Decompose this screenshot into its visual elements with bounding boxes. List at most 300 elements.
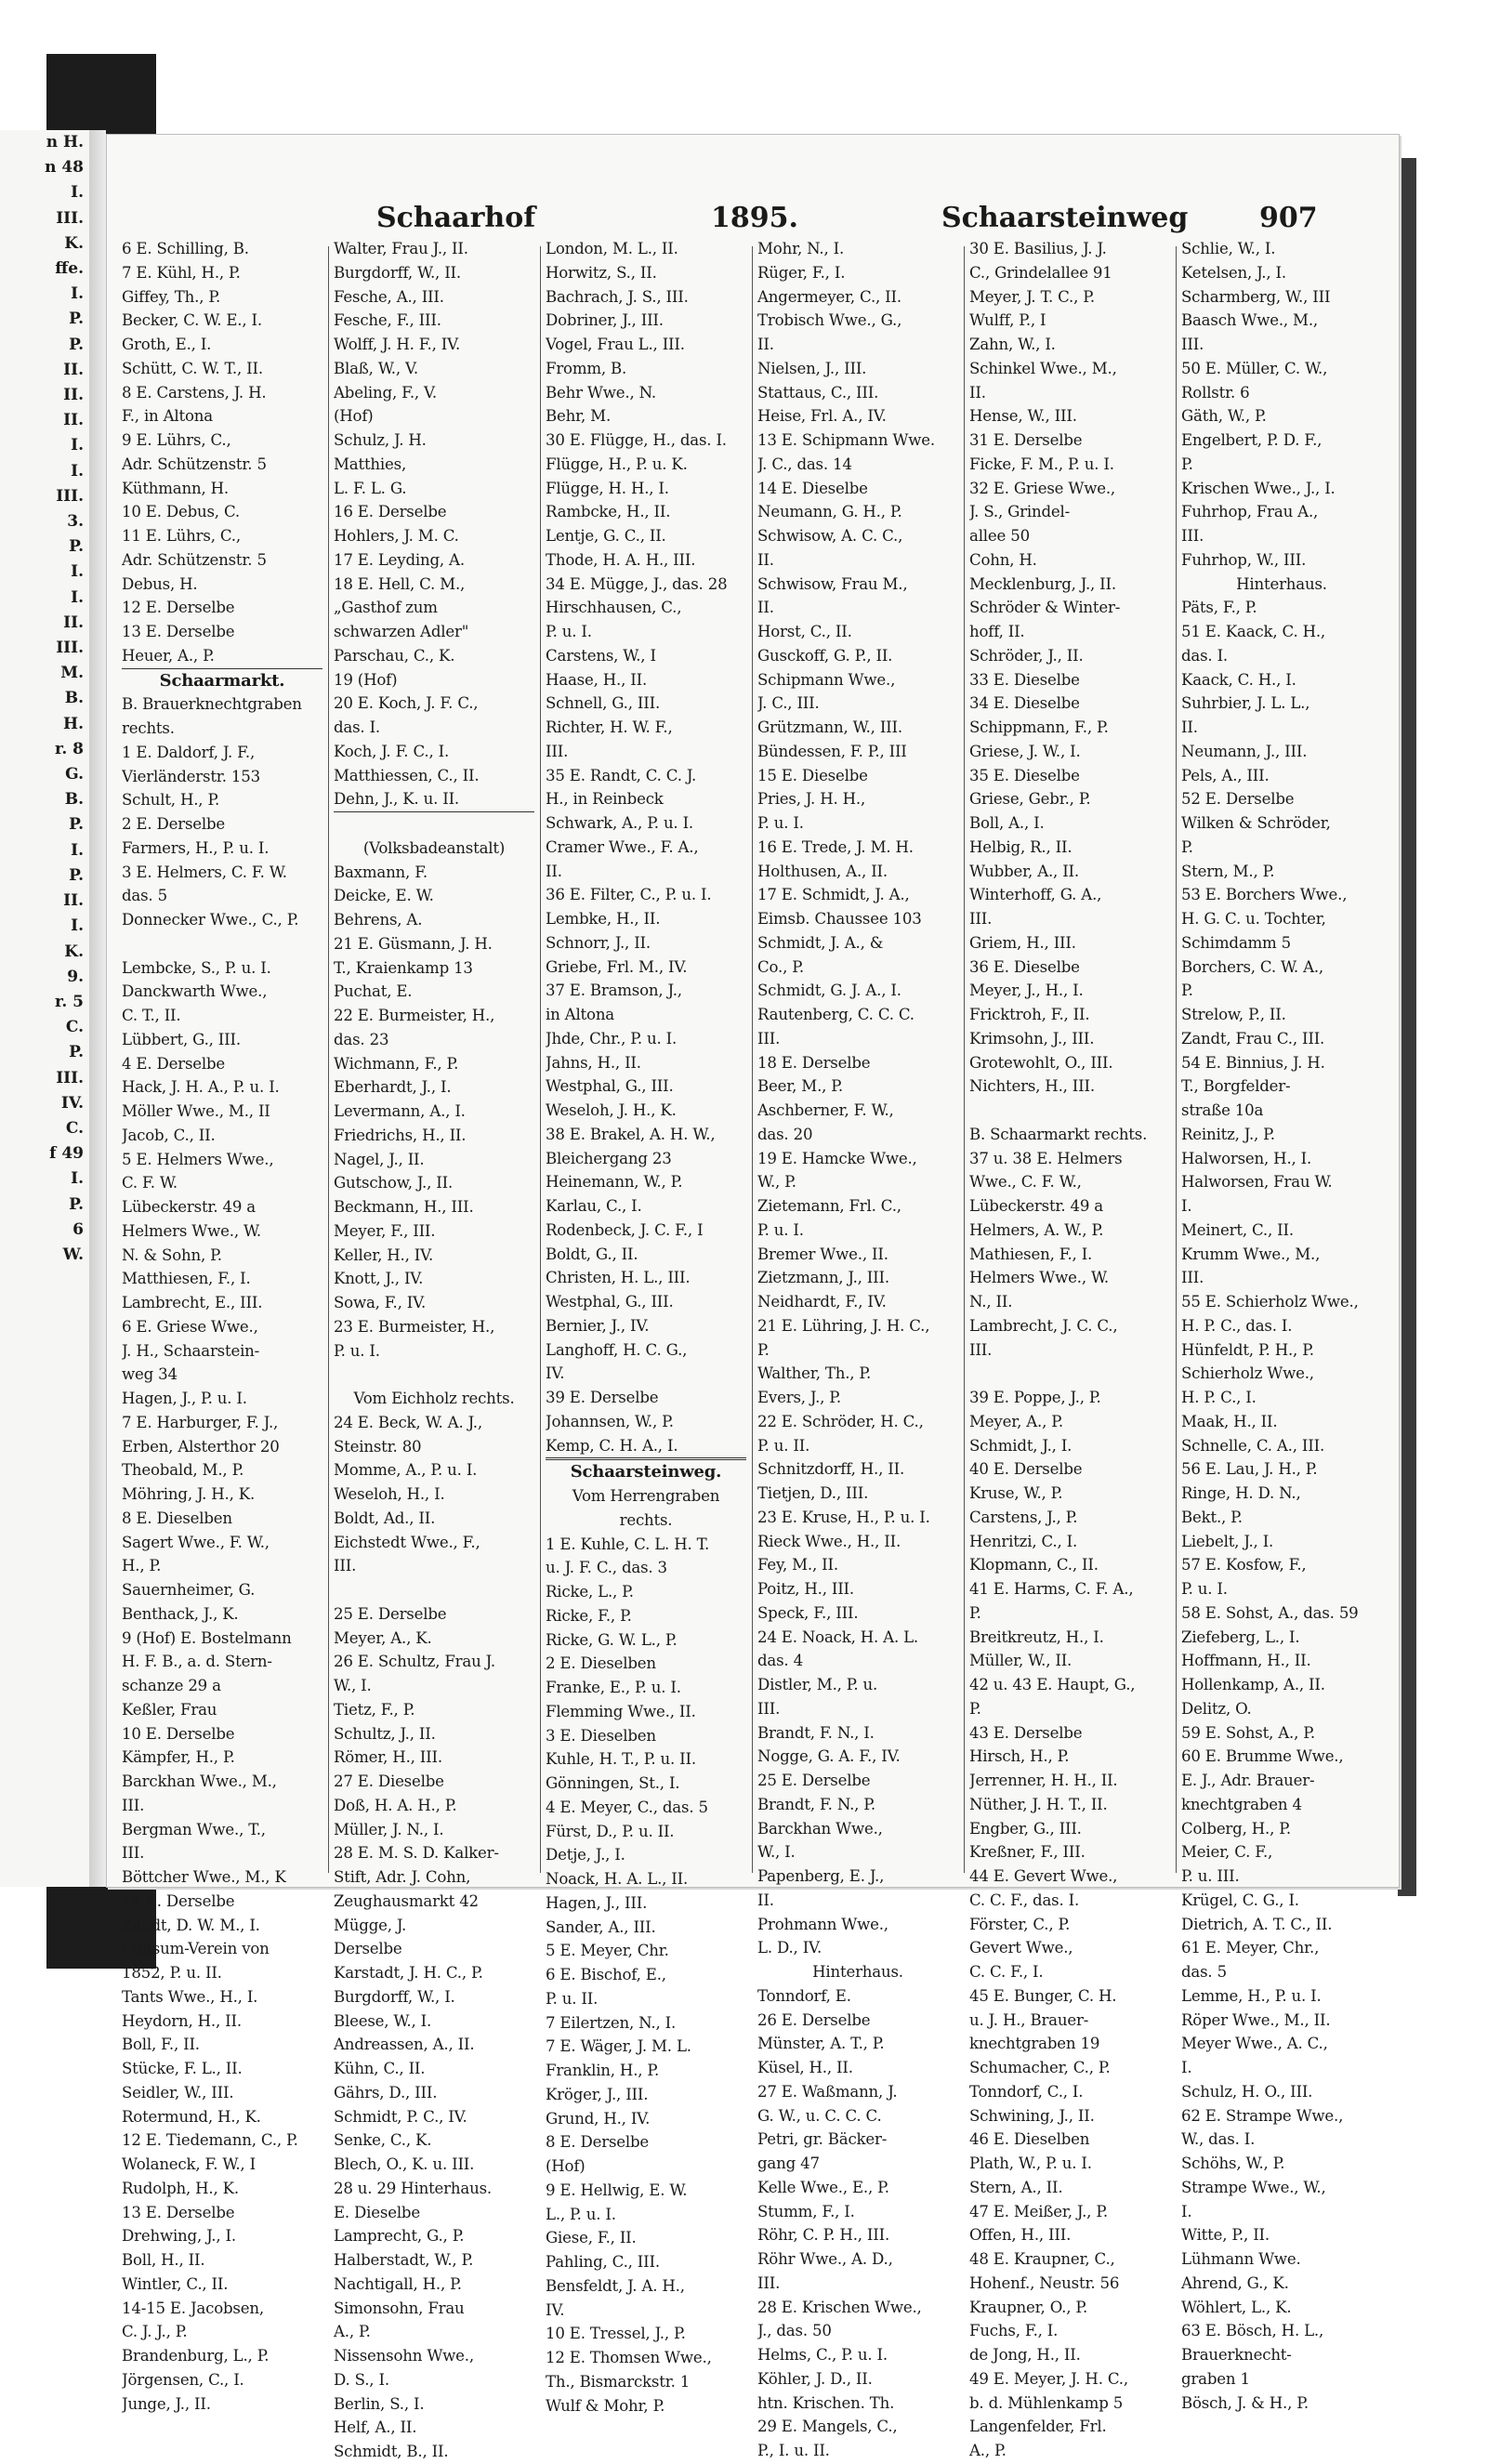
directory-entry: Mohr, N., I.: [757, 240, 845, 257]
directory-entry: 60 E. Brumme Wwe.,: [1181, 1747, 1344, 1766]
directory-entry: Horwitz, S., II.: [546, 263, 657, 282]
directory-column-6: [1181, 237, 1382, 2415]
directory-entry: Th., Bismarckstr. 1: [546, 2372, 691, 2391]
directory-entry: Zietemann, Frl. C.,: [757, 1197, 901, 1215]
directory-entry: Jörgensen, C., I.: [122, 2370, 244, 2389]
directory-entry: Stücke, F. L., II.: [122, 2060, 243, 2077]
directory-entry: Wolaneck, F. W., I: [122, 2155, 256, 2173]
directory-entry: Schmidt, P. C., IV.: [334, 2107, 467, 2126]
directory-entry: J. C., das. 14: [757, 455, 852, 473]
directory-entry: Papenberg, E. J.,: [757, 1867, 885, 1885]
directory-entry: Helmers, A. W., P.: [969, 1220, 1104, 1239]
directory-entry: Baasch Wwe., M.,: [1181, 311, 1318, 330]
directory-entry: Schinkel Wwe., M.,: [969, 359, 1117, 377]
directory-entry: 39 E. Derselbe: [546, 1389, 659, 1406]
directory-entry: H. P. C., das. I.: [1181, 1316, 1293, 1335]
directory-entry: Boll, A., I.: [969, 814, 1045, 832]
directory-entry: schanze 29 a: [122, 1677, 221, 1694]
directory-entry: Rollstr. 6: [1181, 383, 1250, 402]
directory-column-1: [122, 237, 322, 2416]
directory-entry: Brandt, F. N., P.: [757, 1795, 875, 1813]
directory-entry: Krischen Wwe., J., I.: [1181, 479, 1336, 497]
directory-entry: Witte, P., II.: [1181, 2226, 1270, 2245]
directory-entry: 14 E. Dieselbe: [757, 479, 868, 497]
directory-entry: Schütt, C. W. T., II.: [122, 359, 263, 377]
directory-entry: Walther, Th., P.: [757, 1364, 872, 1383]
directory-entry: Müller, J. N., I.: [334, 1820, 444, 1838]
left-page-fragment-line: I.: [71, 587, 84, 607]
directory-entry: (Volksbadeanstalt): [362, 838, 506, 857]
directory-entry: Bachrach, J. S., III.: [546, 287, 689, 306]
directory-entry: Aschberner, F. W.,: [757, 1101, 894, 1119]
directory-entry: 63 E. Bösch, H. L.,: [1181, 2322, 1324, 2340]
directory-entry: III.: [334, 1557, 357, 1575]
directory-entry: [969, 1362, 1170, 1386]
directory-entry: [334, 812, 534, 837]
directory-entry: Ahrend, G., K.: [1181, 2273, 1289, 2292]
directory-entry: Kemp, C. H. A., I.: [546, 1434, 746, 1461]
directory-entry: Meyer, J. T. C., P.: [969, 287, 1095, 306]
directory-entry: J. H., Schaarstein-: [122, 1341, 260, 1360]
directory-entry: Flemming Wwe., II.: [546, 1702, 696, 1720]
directory-entry: F., in Altona: [122, 407, 213, 426]
directory-entry: Ziefeberg, L., I.: [1181, 1627, 1300, 1646]
directory-entry: Petri, gr. Bäcker-: [757, 2130, 888, 2149]
directory-entry: 20 E. Koch, J. F. C.,: [334, 694, 479, 713]
directory-entry: P. u. I.: [334, 1341, 380, 1360]
directory-entry: III.: [757, 2273, 781, 2292]
directory-entry: Langenfelder, Frl.: [969, 2418, 1107, 2436]
directory-entry: 31 E. Derselbe: [969, 431, 1083, 449]
directory-entry: C. T., II.: [122, 1007, 181, 1024]
directory-entry: Plath, W., P. u. I.: [969, 2154, 1092, 2172]
directory-entry: 10 E. Debus, C.: [122, 503, 240, 521]
directory-entry: Beer, M., P.: [757, 1077, 843, 1096]
directory-entry: Wwe., C. F. W.,: [969, 1173, 1082, 1192]
directory-entry: Rautenberg, C. C. C.: [757, 1006, 915, 1023]
directory-entry: Gährs, D., III.: [334, 2083, 438, 2102]
directory-entry: htn. Krischen. Th.: [757, 2393, 895, 2412]
directory-entry: b. d. Mühlenkamp 5: [969, 2393, 1124, 2412]
directory-entry: Nichters, H., III.: [969, 1077, 1095, 1096]
directory-entry: in Altona: [546, 1006, 614, 1023]
directory-entry: Tietjen, D., III.: [757, 1484, 869, 1502]
directory-entry: Rambcke, H., II.: [546, 503, 671, 521]
directory-entry: 34 E. Mügge, J., das. 28: [546, 574, 728, 593]
left-page-fragment-line: r. 5: [54, 992, 84, 1011]
directory-entry: Halworsen, H., I.: [1181, 1149, 1312, 1167]
section-heading: Schaarsteinweg.: [570, 1462, 722, 1482]
directory-entry: Schwisow, A. C. C.,: [757, 527, 903, 545]
directory-entry: Farmers, H., P. u. I.: [122, 838, 270, 857]
directory-entry: P., I. u. II.: [757, 2442, 830, 2459]
directory-entry: Ricke, L., P.: [546, 1583, 634, 1601]
directory-entry: Wintler, C., II.: [122, 2274, 229, 2293]
directory-entry: u. J. F. C., das. 3: [546, 1559, 667, 1577]
directory-entry: Schröder & Winter-: [969, 599, 1121, 617]
directory-entry: Prohmann Wwe.,: [757, 1915, 888, 1933]
directory-entry: P.: [969, 1699, 981, 1718]
left-page-fragment-line: K.: [64, 233, 84, 253]
directory-entry: 7 E. Kühl, H., P.: [122, 263, 241, 282]
left-page-fragment-line: III.: [56, 639, 84, 658]
directory-entry: Westphal, G., III.: [546, 1293, 674, 1311]
directory-entry: Schröder, J., II.: [969, 646, 1084, 665]
left-page-fragment-line: II.: [63, 411, 84, 430]
directory-entry: Römer, H., III.: [334, 1748, 442, 1767]
left-page-fragment-line: n 48: [45, 158, 84, 178]
directory-entry: Meinert, C., II.: [1181, 1220, 1294, 1239]
directory-entry: Thode, H. A. H., III.: [546, 550, 696, 569]
directory-entry: 6 E. Griese Wwe.,: [122, 1317, 258, 1336]
directory-entry: Grotewohlt, O., III.: [969, 1053, 1113, 1072]
directory-entry: Schöhs, W., P.: [1181, 2154, 1285, 2172]
directory-entry: J., das. 50: [757, 2322, 832, 2340]
directory-entry: 8 E. Derselbe: [546, 2133, 650, 2152]
directory-entry: 28 E. Krischen Wwe.,: [757, 2298, 922, 2316]
directory-entry: Holthusen, A., II.: [757, 862, 888, 880]
directory-entry: Lentje, G. C., II.: [546, 527, 666, 545]
directory-entry: Gevert Wwe.,: [969, 1939, 1073, 1957]
directory-entry: 27 E. Dieselbe: [334, 1772, 444, 1790]
directory-entry: London, M. L., II.: [546, 240, 678, 257]
directory-entry: Erben, Alsterthor 20: [122, 1437, 280, 1456]
directory-entry: Speck, F., III.: [757, 1603, 859, 1622]
directory-entry: N. & Sohn, P.: [122, 1245, 222, 1264]
directory-entry: 25 E. Derselbe: [757, 1772, 871, 1789]
directory-entry: Momme, A., P. u. I.: [334, 1461, 478, 1480]
directory-entry: Ringe, H. D. N.,: [1181, 1484, 1301, 1502]
directory-entry: Engber, G., III.: [969, 1819, 1082, 1838]
directory-entry: 19 (Hof): [334, 670, 398, 689]
directory-entry: 12 E. Thomsen Wwe.,: [546, 2349, 712, 2366]
section-heading: Schaarmarkt.: [159, 670, 285, 691]
directory-entry: Griese, J. W., I.: [969, 742, 1081, 760]
directory-entry: Fürst, D., P. u. II.: [546, 1822, 675, 1840]
directory-entry: P. u. I.: [1181, 1580, 1228, 1598]
directory-entry: Suhrbier, J. L. L.,: [1181, 694, 1310, 713]
directory-entry: C. F. W.: [122, 1174, 178, 1192]
directory-entry: H. G. C. u. Tochter,: [1181, 910, 1326, 928]
left-page-fragment-line: C.: [65, 1018, 84, 1037]
directory-entry: Bergman Wwe., T.,: [122, 1820, 266, 1838]
directory-entry: Schnitzdorff, H., II.: [757, 1460, 905, 1479]
directory-entry: Heuer, A., P.: [122, 644, 322, 669]
directory-entry: Behr, M.: [546, 407, 612, 426]
directory-entry: Eimsb. Chaussee 103: [757, 910, 922, 928]
directory-entry: Burgdorff, W., I.: [334, 1987, 455, 2006]
column-divider: [964, 246, 965, 1873]
directory-entry: Kuhle, H. T., P. u. II.: [546, 1750, 696, 1769]
directory-entry: Meyer, A., K.: [334, 1628, 432, 1647]
directory-entry: 46 E. Dieselben: [969, 2130, 1090, 2149]
directory-entry: Parschau, C., K.: [334, 646, 455, 665]
directory-entry: II.: [757, 599, 774, 617]
directory-entry: Fuhrhop, W., III.: [1181, 550, 1307, 569]
column-divider: [540, 246, 541, 1873]
directory-entry: Blech, O., K. u. III.: [334, 2155, 475, 2173]
directory-entry: Levermann, A., I.: [334, 1102, 466, 1120]
directory-entry: Evers, J., P.: [757, 1389, 841, 1406]
directory-entry: Schmidt, J., I.: [969, 1436, 1072, 1455]
directory-entry: Boll, H., II.: [122, 2251, 205, 2269]
left-page-fragment-line: P.: [69, 310, 84, 329]
directory-entry: Hirschhausen, C.,: [546, 599, 682, 617]
directory-entry: Küsel, H., II.: [757, 2059, 853, 2076]
left-page-fragment-line: I.: [71, 840, 84, 860]
directory-entry: 47 E. Meißer, J., P.: [969, 2202, 1108, 2220]
directory-entry: Hoffmann, H., II.: [1181, 1652, 1311, 1670]
directory-entry: Flügge, H., P. u. K.: [546, 455, 688, 473]
directory-entry: L. F. L. G.: [334, 479, 407, 497]
directory-entry: Röhr, C. P. H., III.: [757, 2226, 890, 2245]
directory-entry: Colberg, H., P.: [1181, 1819, 1291, 1838]
left-page-fragment-line: P.: [69, 335, 84, 354]
directory-entry: C. J. J., P.: [122, 2323, 188, 2341]
directory-entry: 53 E. Borchers Wwe.,: [1181, 886, 1348, 904]
directory-entry: Küthmann, H.: [122, 479, 229, 497]
directory-entry: 32 E. Griese Wwe.,: [969, 479, 1116, 497]
left-page-fragment-line: P.: [69, 1194, 84, 1214]
directory-entry: 51 E. Kaack, C. H.,: [1181, 623, 1326, 640]
directory-entry: Kelle Wwe., E., P.: [757, 2178, 889, 2196]
directory-entry: 28 u. 29 Hinterhaus.: [334, 2179, 492, 2197]
directory-entry: Krimsohn, J., III.: [969, 1029, 1095, 1048]
directory-entry: das. 20: [757, 1125, 813, 1143]
directory-entry: Becker, C. W. E., I.: [122, 311, 262, 330]
directory-entry: P.: [1181, 837, 1193, 856]
directory-entry: Griese, Gebr., P.: [969, 790, 1091, 809]
directory-entry: Mecklenburg, J., II.: [969, 574, 1116, 593]
directory-entry: Wilken & Schröder,: [1181, 814, 1331, 832]
directory-entry: Cramer Wwe., F. A.,: [546, 837, 699, 856]
directory-entry: Hohenf., Neustr. 56: [969, 2273, 1120, 2292]
directory-entry: das. 5: [1181, 1963, 1227, 1981]
directory-entry: Hollenkamp, A., II.: [1181, 1676, 1325, 1693]
directory-entry: Meyer Wwe., A. C.,: [1181, 2035, 1328, 2053]
directory-entry: Barckhan Wwe., M.,: [122, 1772, 277, 1790]
left-page-fragment-line: III.: [56, 486, 84, 506]
directory-entry: Barckhan Wwe.,: [757, 1819, 883, 1838]
directory-entry: Abeling, F., V.: [334, 383, 438, 402]
directory-entry: Gönningen, St., I.: [546, 1774, 680, 1792]
directory-entry: Walter, Frau J., II.: [334, 240, 468, 257]
directory-entry: Hack, J. H. A., P. u. I.: [122, 1078, 280, 1097]
directory-entry: Junge, J., II.: [122, 2394, 211, 2413]
directory-entry: 26 E. Derselbe: [757, 2010, 871, 2029]
directory-entry: Nissensohn Wwe.,: [334, 2347, 474, 2365]
directory-entry: B. Brauerknechtgraben: [122, 695, 302, 714]
directory-entry: Schmidt, J. A., &: [757, 933, 884, 952]
directory-entry: Fricktroh, F., II.: [969, 1006, 1090, 1023]
directory-entry: knechtgraben 19: [969, 2035, 1100, 2053]
directory-entry: Behr Wwe., N.: [546, 383, 656, 402]
directory-entry: Lambrecht, J. C. C.,: [969, 1316, 1118, 1335]
header-page-number: 907: [1259, 202, 1318, 234]
directory-entry: Heise, Frl. A., IV.: [757, 407, 887, 426]
directory-entry: Jahns, H., II.: [546, 1053, 641, 1072]
directory-entry: H. P. C., I.: [1181, 1389, 1257, 1406]
directory-entry: Hinterhaus.: [812, 1963, 903, 1981]
directory-entry: Kämpfer, H., P.: [122, 1748, 235, 1767]
directory-entry: 38 E. Brakel, A. H. W.,: [546, 1125, 716, 1143]
directory-entry: Hirsch, H., P.: [969, 1747, 1070, 1766]
directory-entry: Schmidt, G. J. A., I.: [757, 982, 901, 1000]
directory-entry: 8 E. Carstens, J. H.: [122, 383, 267, 402]
directory-entry: Fuhrhop, Frau A.,: [1181, 503, 1319, 521]
directory-entry: Stern, M., P.: [1181, 862, 1275, 880]
directory-entry: 11 E. Derselbe: [122, 1891, 235, 1910]
left-page-fragment-line: II.: [63, 360, 84, 379]
directory-entry: das. 23: [334, 1030, 389, 1048]
directory-entry: [969, 1099, 1170, 1123]
directory-entry: Franke, E., P. u. I.: [546, 1679, 681, 1696]
directory-entry: W., I.: [757, 1843, 796, 1862]
directory-entry: Doß, H. A. H., P.: [334, 1796, 457, 1814]
directory-entry: 22 E. Burmeister, H.,: [334, 1007, 495, 1024]
left-page-fragment-line: M.: [60, 664, 84, 683]
directory-entry: Delitz, O.: [1181, 1699, 1252, 1718]
directory-entry: Vom Herrengraben: [572, 1487, 720, 1505]
directory-entry: Hagen, J., III.: [546, 1893, 648, 1912]
directory-entry: 36 E. Filter, C., P. u. I.: [546, 886, 712, 904]
directory-entry: Dietrich, A. T. C., II.: [1181, 1915, 1333, 1933]
directory-page: [106, 134, 1400, 2460]
directory-entry: Blaß, W., V.: [334, 359, 418, 377]
directory-entry: Schult, H., P.: [122, 791, 220, 810]
directory-entry: 9 E. Lührs, C.,: [122, 431, 231, 449]
directory-entry: Gäth, W., P.: [1181, 407, 1267, 426]
directory-entry: L. D., IV.: [757, 1939, 822, 1957]
page-gutter: [89, 130, 106, 1887]
directory-entry: Langhoff, H. C. G.,: [546, 1340, 688, 1359]
directory-entry: Krumm Wwe., M.,: [1181, 1245, 1321, 1263]
directory-entry: 17 E. Schmidt, J. A.,: [757, 886, 910, 904]
directory-entry: Strelow, P., II.: [1181, 1006, 1286, 1023]
directory-entry: Helf, A., II.: [334, 2418, 417, 2437]
directory-entry: 29 E. Mangels, C.,: [757, 2418, 898, 2436]
directory-entry: 30 E. Flügge, H., das. I.: [546, 431, 727, 449]
directory-entry: Hohlers, J. M. C.: [334, 527, 459, 545]
directory-entry: Borchers, C. W. A.,: [1181, 957, 1324, 976]
left-page-fragment-line: C.: [65, 1118, 84, 1138]
directory-entry: 4 E. Derselbe: [122, 1054, 226, 1073]
directory-entry: Schwisow, Frau M.,: [757, 574, 908, 593]
directory-entry: 1 E. Kuhle, C. L. H. T.: [546, 1535, 710, 1553]
directory-entry: Meyer, A., P.: [969, 1412, 1063, 1430]
directory-entry: II.: [757, 336, 774, 353]
directory-entry: Grützmann, W., III.: [757, 718, 902, 736]
directory-entry: Schultz, J., II.: [334, 1724, 436, 1743]
directory-entry: P.: [969, 1603, 981, 1622]
left-page-fragment-line: ffe.: [55, 259, 84, 279]
directory-entry: Schipmann Wwe.,: [757, 670, 896, 689]
directory-entry: Liebelt, J., I.: [1181, 1532, 1274, 1550]
directory-entry: Kühn, C., II.: [334, 2060, 426, 2077]
directory-entry: II.: [757, 550, 774, 569]
directory-entry: Wulf & Mohr, P.: [546, 2396, 665, 2415]
directory-entry: 5 E. Meyer, Chr.: [546, 1942, 669, 1960]
directory-entry: weg 34: [122, 1365, 178, 1384]
directory-entry: Stift, Adr. J. Cohn,: [334, 1868, 471, 1886]
directory-entry: 6 E. Schilling, B.: [122, 240, 249, 257]
directory-entry: Matthiesen, F., I.: [122, 1270, 251, 1288]
directory-entry: 58 E. Sohst, A., das. 59: [1181, 1603, 1359, 1622]
directory-entry: A., P.: [334, 2323, 371, 2341]
directory-entry: Sander, A., III.: [546, 1917, 656, 1936]
directory-entry: Stattaus, C., III.: [757, 383, 879, 402]
directory-entry: Schumacher, C., P.: [969, 2059, 1111, 2076]
directory-entry: Neidhardt, F., IV.: [757, 1293, 887, 1311]
directory-entry: Kraupner, O., P.: [969, 2298, 1088, 2316]
directory-entry: Scharmberg, W., III: [1181, 287, 1331, 306]
directory-entry: Noack, H. A. L., II.: [546, 1870, 689, 1888]
directory-entry: 39 E. Poppe, J., P.: [969, 1389, 1101, 1406]
directory-entry: 1 E. Daldorf, J. F.,: [122, 743, 256, 761]
directory-entry: 21 E. Güsmann, J. H.: [334, 934, 493, 953]
directory-entry: Meyer, J., H., I.: [969, 982, 1084, 1000]
directory-entry: Poitz, H., III.: [757, 1580, 854, 1598]
left-page-fragment-line: G.: [65, 765, 84, 784]
directory-entry: 26 E. Schultz, Frau J.: [334, 1653, 495, 1671]
directory-entry: Pries, J. H. H.,: [757, 790, 866, 809]
left-page-fragment-line: II.: [63, 386, 84, 405]
directory-entry: II.: [1181, 718, 1198, 736]
directory-entry: Johannsen, W., P.: [546, 1412, 674, 1430]
directory-entry: Vierländerstr. 153: [122, 767, 260, 785]
directory-entry: Horst, C., II.: [757, 623, 852, 640]
directory-entry: Offen, H., III.: [969, 2226, 1072, 2245]
directory-entry: Vogel, Frau L., III.: [546, 336, 685, 353]
directory-entry: C., Grindelallee 91: [969, 263, 1112, 282]
directory-entry: Meier, C. F.,: [1181, 1843, 1273, 1862]
left-page-fragment-line: I.: [71, 183, 84, 203]
directory-entry: Carstens, J., P.: [969, 1508, 1078, 1526]
directory-entry: 3 E. Dieselben: [546, 1726, 656, 1745]
directory-entry: N., II.: [969, 1293, 1013, 1311]
directory-entry: Matthies,: [334, 455, 407, 473]
left-page-fragment-line: III.: [56, 208, 84, 228]
directory-entry: 15 E. Dieselbe: [757, 766, 868, 784]
column-divider: [752, 246, 753, 1873]
directory-entry: Schwining, J., II.: [969, 2106, 1095, 2125]
directory-entry: Schnelle, C. A., III.: [1181, 1436, 1325, 1455]
directory-entry: straße 10a: [1181, 1101, 1264, 1119]
directory-entry: Donnecker Wwe., C., P.: [122, 911, 299, 929]
directory-entry: P. u. I.: [757, 1220, 804, 1239]
directory-entry: Bösch, J. & H., P.: [1181, 2393, 1309, 2412]
directory-entry: III.: [122, 1844, 145, 1863]
directory-entry: Rieck Wwe., H., II.: [757, 1532, 901, 1550]
directory-entry: Distler, M., P. u.: [757, 1676, 878, 1693]
directory-entry: 59 E. Sohst, A., P.: [1181, 1723, 1315, 1742]
directory-entry: Sowa, F., IV.: [334, 1294, 427, 1311]
left-page-fragment-line: f 49: [49, 1144, 84, 1164]
directory-entry: B. Schaarmarkt rechts.: [969, 1125, 1148, 1143]
directory-entry: 12 E. Tiedemann, C., P.: [122, 2131, 298, 2150]
directory-entry: Schmidt, B., II.: [334, 2443, 449, 2460]
directory-entry: III.: [757, 1029, 781, 1048]
directory-entry: Trobisch Wwe., G.,: [757, 311, 902, 330]
directory-entry: Nachtigall, H., P.: [334, 2274, 462, 2293]
directory-entry: Flügge, H. H., I.: [546, 479, 669, 497]
directory-entry: Burgdorff, W., II.: [334, 263, 461, 282]
directory-entry: 10 E. Tressel, J., P.: [546, 2325, 686, 2343]
left-page-fragment-line: P.: [69, 1043, 84, 1062]
left-page-fragment-line: n H.: [46, 133, 84, 152]
directory-entry: 10 E. Derselbe: [122, 1724, 235, 1743]
directory-entry: Deicke, E. W.: [334, 887, 434, 905]
